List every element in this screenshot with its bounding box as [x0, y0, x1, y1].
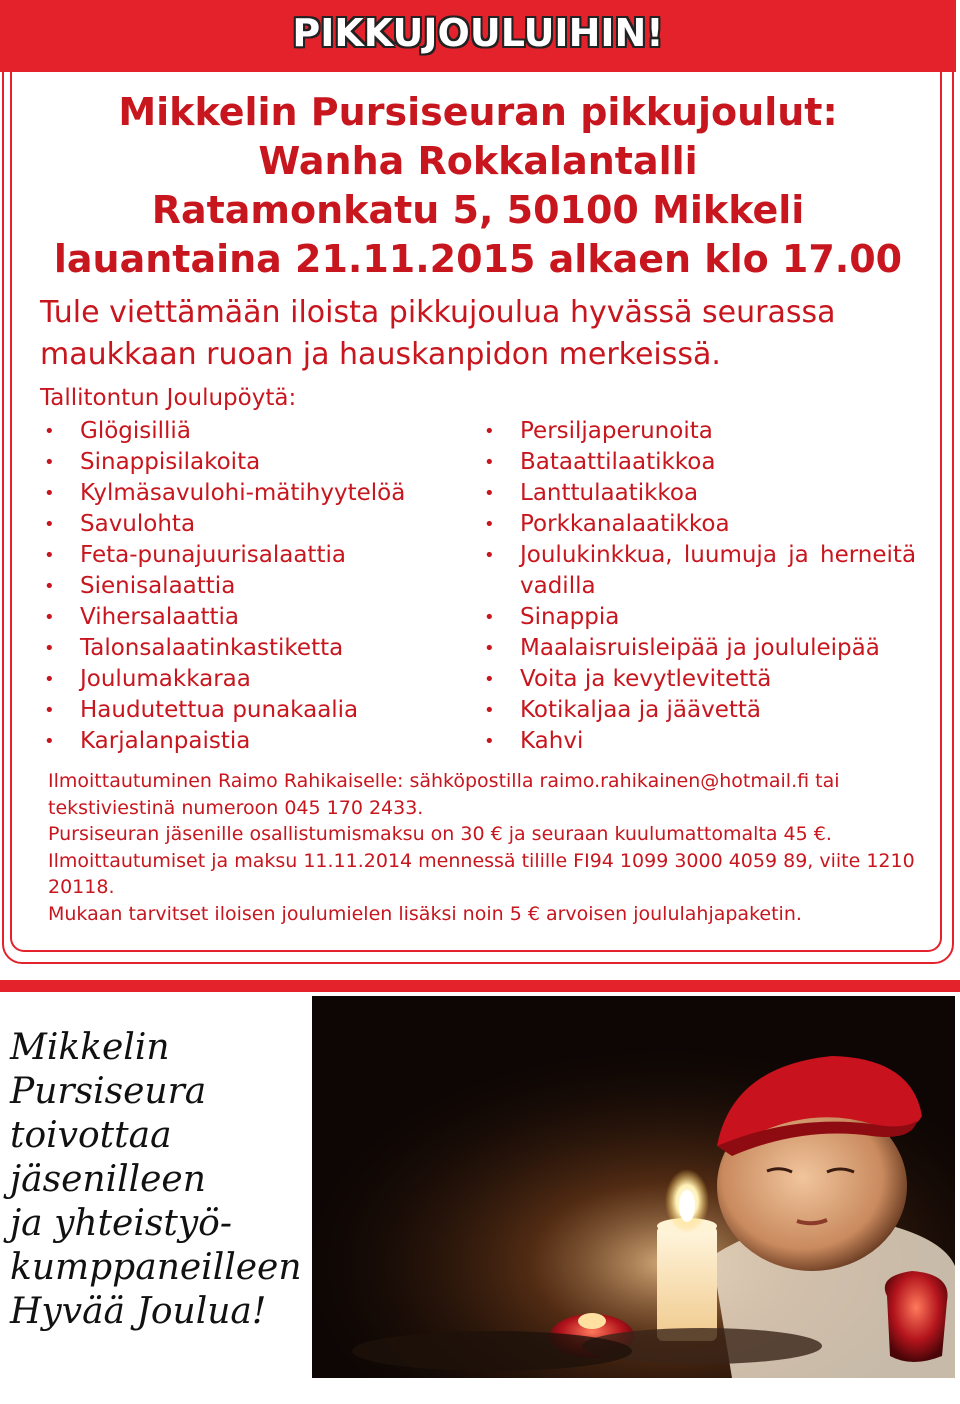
menu-item: • Sinappia	[480, 602, 920, 633]
menu-item: • Joulukinkkua, luumuja ja herneitä vadilla	[480, 540, 920, 602]
greeting-line: kumppaneilleen	[10, 1247, 302, 1288]
greeting-line: Pursiseura	[10, 1071, 207, 1112]
menu-item: • Savulohta	[40, 509, 440, 540]
info-line: Ilmoittautuminen Raimo Rahikaiselle: sähköpostilla raimo.rahikainen@hotmail.fi tai tekstiviestinä numeroon 045 170 2433.	[48, 770, 840, 819]
greeting-line: toivottaa	[10, 1115, 172, 1156]
header-line: Ratamonkatu 5, 50100 Mikkeli	[151, 188, 805, 232]
menu-item: • Karjalanpaistia	[40, 726, 440, 757]
header-line: Mikkelin Pursiseuran pikkujoulut:	[118, 90, 838, 134]
title-banner	[0, 0, 956, 72]
menu-item: • Maalaisruisleipää ja joululeipää	[480, 633, 920, 664]
greeting-line: jäsenilleen	[10, 1159, 206, 1200]
menu-item: • Porkkanalaatikkoa	[480, 509, 920, 540]
greeting-line: ja yhteistyö-	[10, 1203, 232, 1244]
event-header	[0, 88, 956, 284]
info-line: Ilmoittautumiset ja maksu 11.11.2014 mennessä tilille FI94 1099 3000 4059 89, viite 1210 20118.	[48, 849, 915, 898]
invite-line: maukkaan ruoan ja hauskanpidon merkeissä.	[40, 337, 721, 372]
candle-photo	[312, 996, 955, 1378]
greeting-line: Hyvää Joulua!	[10, 1291, 267, 1332]
menu-item: • Glögisilliä	[40, 416, 440, 447]
menu-item: • Sinappisilakoita	[40, 447, 440, 478]
menu-item: • Haudutettua punakaalia	[40, 695, 440, 726]
menu-item: • Vihersalaattia	[40, 602, 440, 633]
menu-list-right	[480, 416, 920, 757]
christmas-greeting	[10, 1026, 300, 1334]
menu-item: • Sienisalaattia	[40, 571, 440, 602]
menu-item: • Lanttulaatikkoa	[480, 478, 920, 509]
menu-item: • Kotikaljaa ja jäävettä	[480, 695, 920, 726]
menu-item: • Kylmäsavulohi-mätihyytelöä	[40, 478, 440, 509]
invitation-text	[40, 292, 940, 376]
menu-item: • Voita ja kevytlevitettä	[480, 664, 920, 695]
info-line: Pursiseuran jäsenille osallistumismaksu on 30 € ja seuraan kuulumattomalta 45 €.	[48, 823, 832, 845]
menu-list-left	[40, 416, 440, 757]
menu-item: • Persiljaperunoita	[480, 416, 920, 447]
banner-title: PIKKUJOULUIHIN!	[292, 11, 664, 55]
greeting-line: Mikkelin	[10, 1027, 170, 1068]
candle-photo-illustration	[312, 996, 955, 1378]
header-line: lauantaina 21.11.2015 alkaen klo 17.00	[53, 237, 903, 281]
menu-item: • Joulumakkaraa	[40, 664, 440, 695]
menu-title: Tallitontun Joulupöytä:	[40, 385, 297, 411]
menu-item: • Kahvi	[480, 726, 920, 757]
menu-item: • Bataattilaatikkoa	[480, 447, 920, 478]
info-line: Mukaan tarvitset iloisen joulumielen lisäksi noin 5 € arvoisen joululahjapaketin.	[48, 902, 802, 925]
menu-item: • Feta-punajuurisalaattia	[40, 540, 440, 571]
menu-item: • Talonsalaatinkastiketta	[40, 633, 440, 664]
registration-info	[48, 768, 928, 927]
section-divider	[0, 980, 960, 992]
header-line: Wanha Rokkalantalli	[258, 139, 698, 183]
invite-line: Tule viettämään iloista pikkujoulua hyvässä seurassa	[40, 295, 836, 330]
